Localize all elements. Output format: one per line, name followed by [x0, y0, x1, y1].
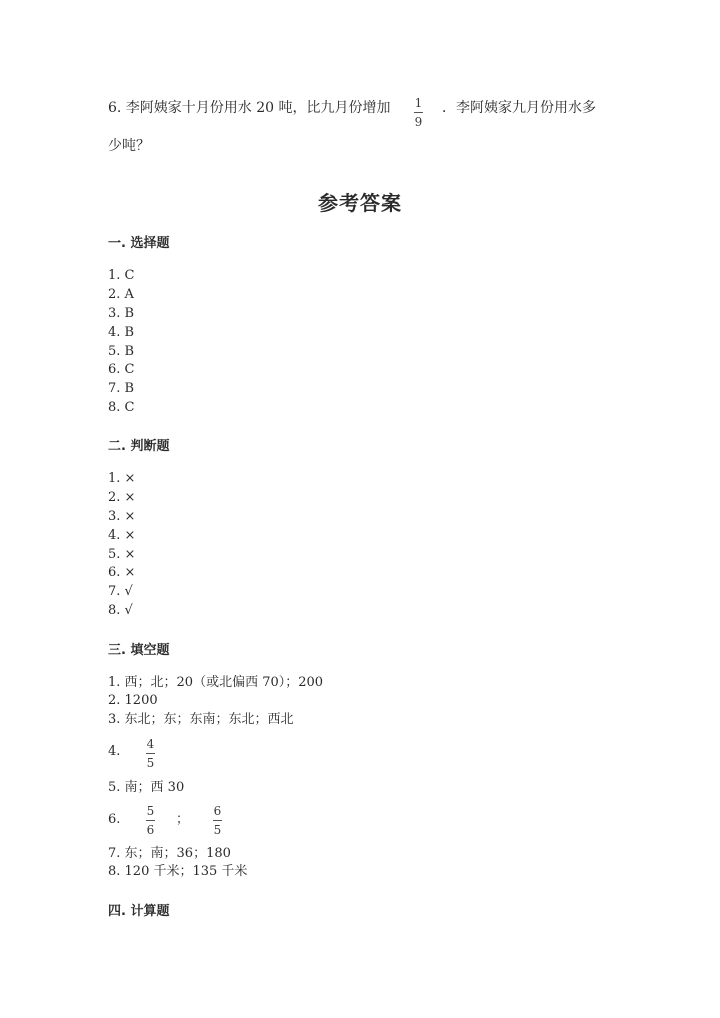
fraction-bar — [146, 820, 155, 821]
fraction-denominator: 9 — [414, 115, 423, 129]
fill-answer-5: 5. 南；西 30 — [108, 780, 185, 795]
judge-answer-1: 1. × — [108, 471, 136, 486]
answer-title: 参考答案 — [318, 191, 402, 215]
section-heading-judge: 二. 判断题 — [108, 439, 170, 454]
fill-answer-2: 2. 1200 — [108, 693, 158, 708]
judge-answer-2: 2. × — [108, 490, 136, 505]
fraction-numerator: 1 — [414, 96, 423, 110]
fill-answer-7: 7. 东；南；36；180 — [108, 846, 231, 861]
choice-answer-5: 5. B — [108, 344, 135, 359]
judge-answer-6: 6. × — [108, 565, 136, 580]
fill-answer-6-fraction-a — [146, 804, 155, 837]
choice-answer-3: 3. B — [108, 306, 135, 321]
fill-answer-6-separator: ； — [176, 812, 190, 827]
judge-answer-4: 4. × — [108, 528, 136, 543]
judge-answer-3: 3. × — [108, 509, 136, 524]
fraction-numerator: 5 — [146, 804, 155, 818]
fill-answer-4-fraction — [146, 737, 155, 770]
question6-fraction — [414, 96, 423, 129]
choice-answer-7: 7. B — [108, 381, 135, 396]
judge-answer-7: 7. √ — [108, 584, 133, 599]
fill-answer-3: 3. 东北；东；东南；东北；西北 — [108, 712, 294, 727]
fraction-bar — [414, 112, 423, 113]
fill-answer-1: 1. 西；北；20（或北偏西 70）；200 — [108, 675, 324, 690]
section-heading-calc: 四. 计算题 — [108, 904, 170, 919]
choice-answer-8: 8. C — [108, 400, 135, 415]
question6-text-line2: 少吨？ — [108, 138, 150, 154]
section-heading-choice: 一. 选择题 — [108, 236, 170, 251]
fill-answer-4-label: 4. — [108, 744, 121, 759]
fraction-denominator: 5 — [213, 823, 222, 837]
fill-answer-8: 8. 120 千米；135 千米 — [108, 864, 248, 879]
judge-answer-8: 8. √ — [108, 603, 133, 618]
choice-answer-1: 1. C — [108, 268, 135, 283]
choice-answer-2: 2. A — [108, 287, 134, 302]
fraction-bar — [146, 753, 155, 754]
question6-text-part2: ．李阿姨家九月份用水多 — [442, 100, 596, 116]
fill-answer-6-label: 6. — [108, 812, 121, 827]
fraction-denominator: 5 — [146, 756, 155, 770]
fraction-numerator: 6 — [213, 804, 222, 818]
fill-answer-6-fraction-b — [213, 804, 222, 837]
section-heading-fill: 三. 填空题 — [108, 643, 170, 658]
fraction-bar — [213, 820, 222, 821]
judge-answer-5: 5. × — [108, 547, 136, 562]
choice-answer-4: 4. B — [108, 325, 135, 340]
fraction-denominator: 6 — [146, 823, 155, 837]
fraction-numerator: 4 — [146, 737, 155, 751]
choice-answer-6: 6. C — [108, 362, 135, 377]
question6-text-part1: 6. 李阿姨家十月份用水 20 吨，比九月份增加 — [108, 100, 391, 116]
